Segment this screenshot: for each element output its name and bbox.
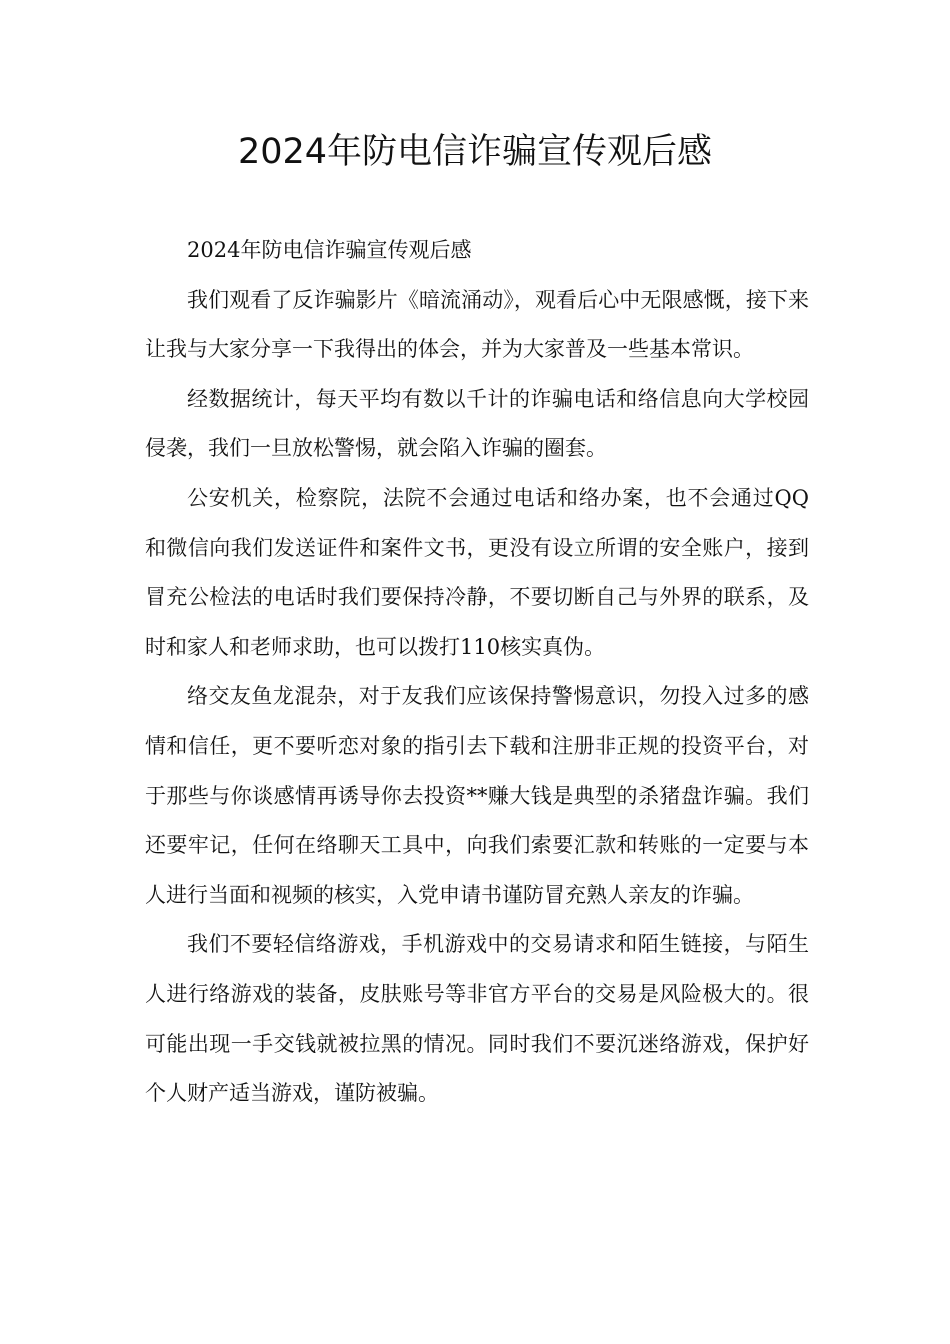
paragraph-online-dating: 络交友鱼龙混杂，对于友我们应该保持警惕意识，勿投入过多的感情和信任，更不要听恋对象的指引去下载和注册非正规的投资平台，对于那些与你谈感情再诱导你去投资**赚大钱是典型的杀猪盘诈骗。我们还要牢记，任何在络聊天工具中，向我们索要汇款和转账的一定要与本人进行当面和视频的核实，入党申请书谨防冒充熟人亲友的诈骗。 xyxy=(145,684,809,907)
paragraph-police-notice: 公安机关，检察院，法院不会通过电话和络办案，也不会通过QQ和微信向我们发送证件和案件文书，更没有设立所谓的安全账户，接到冒充公检法的电话时我们要保持冷静，不要切断自己与外界的联系，及时和家人和老师求助，也可以拨打110核实真伪。 xyxy=(145,485,809,659)
paragraph-statistics: 经数据统计，每天平均有数以千计的诈骗电话和络信息向大学校园侵袭，我们一旦放松警惕，就会陷入诈骗的圈套。 xyxy=(145,386,809,461)
paragraph-subtitle: 2024年防电信诈骗宣传观后感 xyxy=(187,238,472,262)
document-title: 2024年防电信诈骗宣传观后感 xyxy=(237,132,713,172)
document-body xyxy=(145,226,809,1119)
paragraph-intro: 我们观看了反诈骗影片《暗流涌动》，观看后心中无限感慨，接下来让我与大家分享一下我得出的体会，并为大家普及一些基本常识。 xyxy=(145,287,809,362)
paragraph-online-games: 我们不要轻信络游戏，手机游戏中的交易请求和陌生链接，与陌生人进行络游戏的装备，皮肤账号等非官方平台的交易是风险极大的。很可能出现一手交钱就被拉黑的情况。同时我们不要沉迷络游戏，保护好个人财产适当游戏，谨防被骗。 xyxy=(145,932,809,1106)
